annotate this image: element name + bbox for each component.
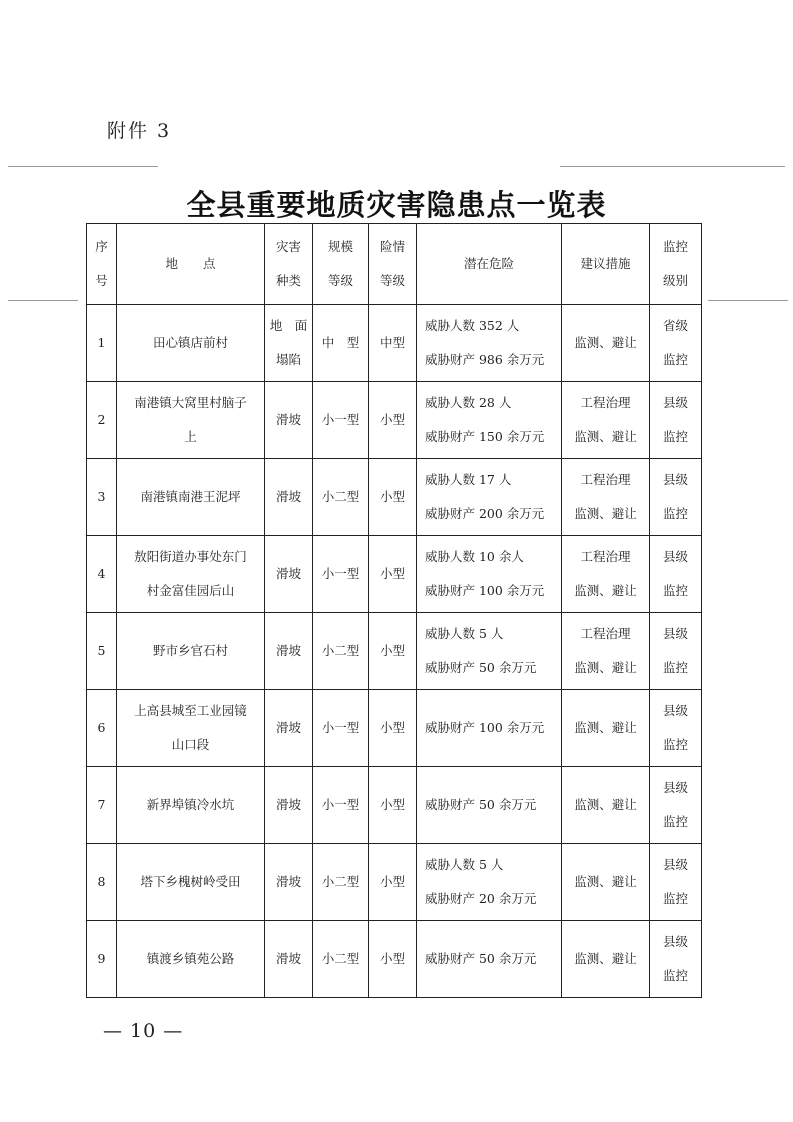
row-index: 2 — [87, 382, 117, 459]
row-index: 1 — [87, 305, 117, 382]
row-danger: 威胁人数 17 人 威胁财产 200 余万元 — [417, 459, 562, 536]
row-monitor: 县级 监控 — [650, 382, 702, 459]
row-hazard-type: 地 面 塌陷 — [265, 305, 313, 382]
row-risk: 小型 — [369, 767, 417, 844]
row-measures: 监测、避让 — [562, 921, 650, 998]
row-measures: 监测、避让 — [562, 767, 650, 844]
row-location: 田心镇店前村 — [117, 305, 265, 382]
row-risk: 小型 — [369, 459, 417, 536]
table-row — [87, 767, 702, 844]
row-monitor: 县级 监控 — [650, 690, 702, 767]
row-risk: 小型 — [369, 613, 417, 690]
row-danger: 威胁财产 50 余万元 — [417, 921, 562, 998]
row-scale: 小二型 — [313, 921, 369, 998]
row-risk: 小型 — [369, 844, 417, 921]
header-hazard-type: 灾害 种类 — [265, 224, 313, 305]
row-danger: 威胁财产 100 余万元 — [417, 690, 562, 767]
header-index: 序 号 — [87, 224, 117, 305]
row-location: 镇渡乡镇苑公路 — [117, 921, 265, 998]
row-location: 南港镇南港王泥坪 — [117, 459, 265, 536]
row-measures: 工程治理 监测、避让 — [562, 613, 650, 690]
header-monitor: 监控 级别 — [650, 224, 702, 305]
row-hazard-type: 滑坡 — [265, 382, 313, 459]
row-location: 塔下乡槐树岭受田 — [117, 844, 265, 921]
row-location: 新界埠镇冷水坑 — [117, 767, 265, 844]
row-hazard-type: 滑坡 — [265, 536, 313, 613]
row-measures: 工程治理 监测、避让 — [562, 459, 650, 536]
page-number: — 10 — — [103, 1020, 184, 1042]
row-hazard-type: 滑坡 — [265, 844, 313, 921]
row-monitor: 县级 监控 — [650, 613, 702, 690]
row-scale: 小一型 — [313, 536, 369, 613]
row-measures: 监测、避让 — [562, 690, 650, 767]
scan-artifact-line — [560, 166, 785, 167]
row-risk: 小型 — [369, 690, 417, 767]
row-hazard-type: 滑坡 — [265, 459, 313, 536]
row-index: 9 — [87, 921, 117, 998]
attachment-label: 附件 3 — [107, 120, 172, 142]
header-measures: 建议措施 — [562, 224, 650, 305]
row-measures: 监测、避让 — [562, 305, 650, 382]
row-monitor: 县级 监控 — [650, 536, 702, 613]
row-danger: 威胁人数 10 余人 威胁财产 100 余万元 — [417, 536, 562, 613]
header-danger: 潜在危险 — [417, 224, 562, 305]
scan-artifact-line — [708, 300, 788, 301]
row-measures: 监测、避让 — [562, 844, 650, 921]
page-title: 全县重要地质灾害隐患点一览表 — [186, 188, 607, 222]
header-scale: 规模 等级 — [313, 224, 369, 305]
row-index: 4 — [87, 536, 117, 613]
table-row — [87, 613, 702, 690]
header-location: 地 点 — [117, 224, 265, 305]
row-monitor: 县级 监控 — [650, 844, 702, 921]
row-location: 南港镇大窝里村脑子 上 — [117, 382, 265, 459]
row-hazard-type: 滑坡 — [265, 767, 313, 844]
row-danger: 威胁财产 50 余万元 — [417, 767, 562, 844]
scan-artifact-line — [8, 300, 78, 301]
row-hazard-type: 滑坡 — [265, 690, 313, 767]
row-index: 8 — [87, 844, 117, 921]
row-scale: 中 型 — [313, 305, 369, 382]
row-danger: 威胁人数 5 人 威胁财产 20 余万元 — [417, 844, 562, 921]
row-scale: 小二型 — [313, 459, 369, 536]
row-location: 上高县城至工业园镜 山口段 — [117, 690, 265, 767]
table-row — [87, 844, 702, 921]
row-risk: 小型 — [369, 536, 417, 613]
row-danger: 威胁人数 5 人 威胁财产 50 余万元 — [417, 613, 562, 690]
scan-artifact-line — [8, 166, 158, 167]
row-scale: 小一型 — [313, 690, 369, 767]
row-danger: 威胁人数 352 人 威胁财产 986 余万元 — [417, 305, 562, 382]
table-row — [87, 536, 702, 613]
row-danger: 威胁人数 28 人 威胁财产 150 余万元 — [417, 382, 562, 459]
table-row — [87, 690, 702, 767]
row-index: 7 — [87, 767, 117, 844]
row-risk: 小型 — [369, 382, 417, 459]
header-risk: 险情 等级 — [369, 224, 417, 305]
row-location: 敖阳街道办事处东门 村金富佳园后山 — [117, 536, 265, 613]
row-scale: 小一型 — [313, 767, 369, 844]
row-risk: 中型 — [369, 305, 417, 382]
table-row — [87, 921, 702, 998]
row-scale: 小二型 — [313, 844, 369, 921]
row-measures: 工程治理 监测、避让 — [562, 382, 650, 459]
table-row — [87, 382, 702, 459]
row-monitor: 县级 监控 — [650, 767, 702, 844]
row-scale: 小一型 — [313, 382, 369, 459]
table-row — [87, 305, 702, 382]
row-location: 野市乡官石村 — [117, 613, 265, 690]
row-monitor: 县级 监控 — [650, 459, 702, 536]
row-index: 5 — [87, 613, 117, 690]
row-measures: 工程治理 监测、避让 — [562, 536, 650, 613]
table-row — [87, 459, 702, 536]
row-monitor: 省级 监控 — [650, 305, 702, 382]
row-risk: 小型 — [369, 921, 417, 998]
row-index: 6 — [87, 690, 117, 767]
row-index: 3 — [87, 459, 117, 536]
row-hazard-type: 滑坡 — [265, 921, 313, 998]
hazard-table — [86, 223, 702, 998]
row-scale: 小二型 — [313, 613, 369, 690]
table-header-row — [87, 224, 702, 305]
row-monitor: 县级 监控 — [650, 921, 702, 998]
row-hazard-type: 滑坡 — [265, 613, 313, 690]
